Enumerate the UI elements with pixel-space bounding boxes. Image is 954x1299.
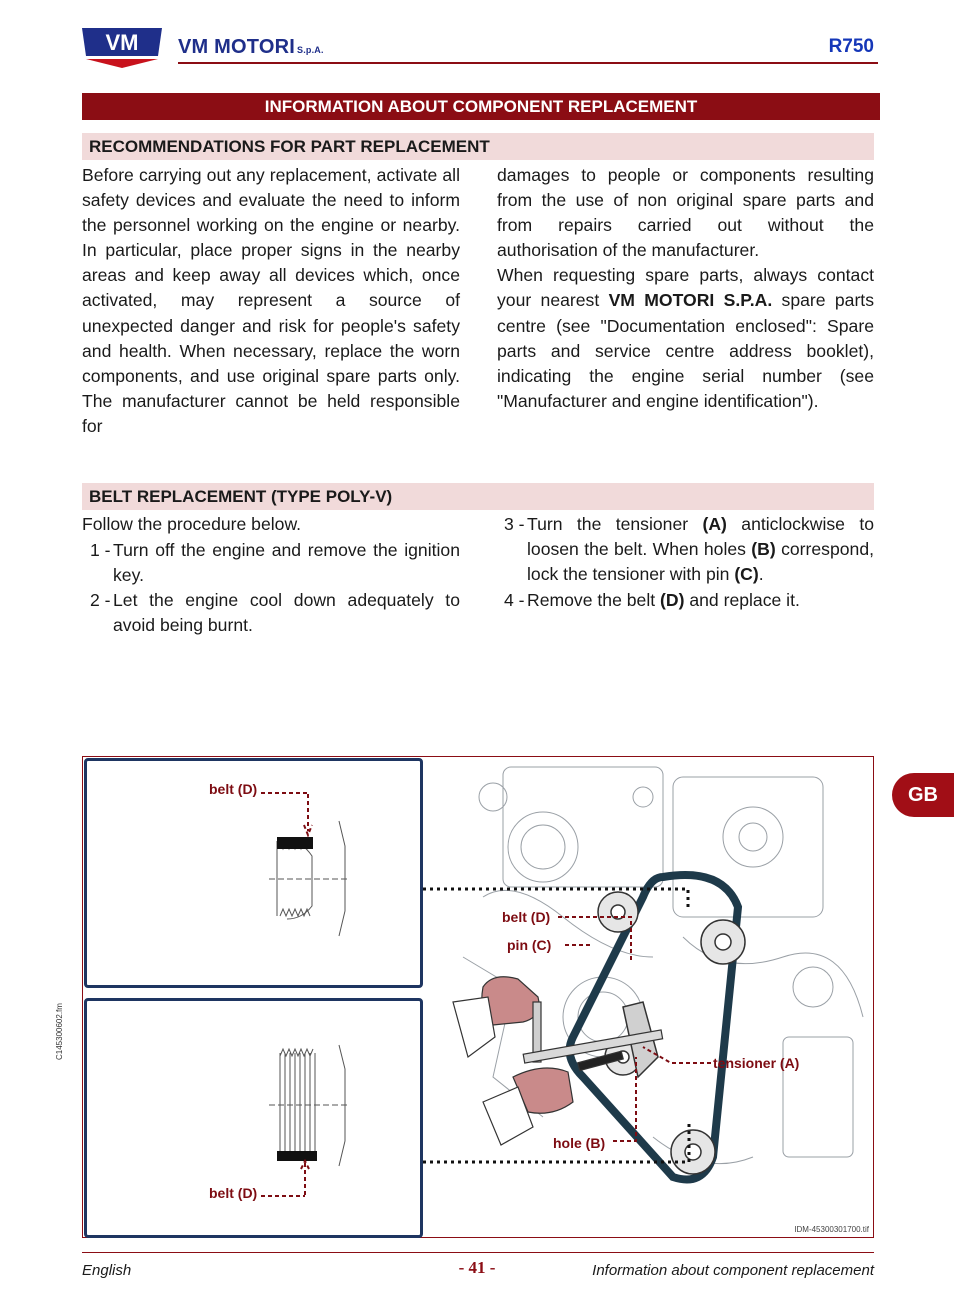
footer-language: English — [82, 1262, 132, 1279]
header-rule — [178, 62, 878, 64]
belt-detail-inset-removed — [84, 998, 423, 1238]
callout-tensioner: tensioner (A) — [713, 1055, 800, 1071]
brand-name: VM MOTORI S.p.A. — [178, 36, 324, 58]
recommendations-right-text: damages to people or components resulting from the use of non original spare parts and from repairs carried out without the authorisation of the manufacturer. When requesting spare parts, always contact your nearest VM MOTORI S.P.A. spare parts centre (see "Documentation enclosed": Spare parts and service centre address booklet), indicating the engine serial number (see "Manufacturer and engine identification"). — [497, 165, 874, 411]
svg-text:VM: VM — [105, 30, 139, 55]
figure-image-id: IDM-45300301700.tif — [794, 1225, 869, 1234]
recommendations-left-text: Before carrying out any replacement, activate all safety devices and evaluate the need to inform the personnel working on the engine or nearby. In particular, place proper signs in the nearby areas and keep away all devices which, once activated, may represent a source of unexpected danger and risk for people's safety and health. When necessary, replace the worn components, and use original spare parts only. The manufacturer cannot be held responsible for — [82, 165, 460, 436]
footer-rule — [82, 1252, 874, 1253]
recommendations-heading: RECOMMENDATIONS FOR PART REPLACEMENT — [82, 133, 874, 160]
callout-belt-main: belt (D) — [502, 909, 551, 925]
vm-logo — [82, 26, 162, 68]
page-number: - 41 - — [458, 1258, 496, 1277]
callout-hole: hole (B) — [553, 1135, 606, 1151]
callout-pin: pin (C) — [507, 937, 552, 953]
footer-chapter: Information about component replacement — [592, 1262, 874, 1279]
callout-belt-top: belt (D) — [209, 781, 258, 797]
model-code: R750 — [828, 36, 874, 57]
belt-intro: Follow the procedure below. — [82, 514, 302, 534]
document-code: C145300602.fm — [55, 1003, 64, 1060]
belt-heading: BELT REPLACEMENT (TYPE POLY-V) — [82, 483, 874, 510]
section-title: INFORMATION ABOUT COMPONENT REPLACEMENT — [82, 93, 880, 120]
belt-replacement-figure — [82, 756, 874, 1238]
engine-illustration — [423, 757, 873, 1237]
belt-detail-inset-installed — [84, 758, 423, 988]
language-tab: GB — [892, 773, 954, 817]
callout-belt-bottom: belt (D) — [209, 1185, 258, 1201]
